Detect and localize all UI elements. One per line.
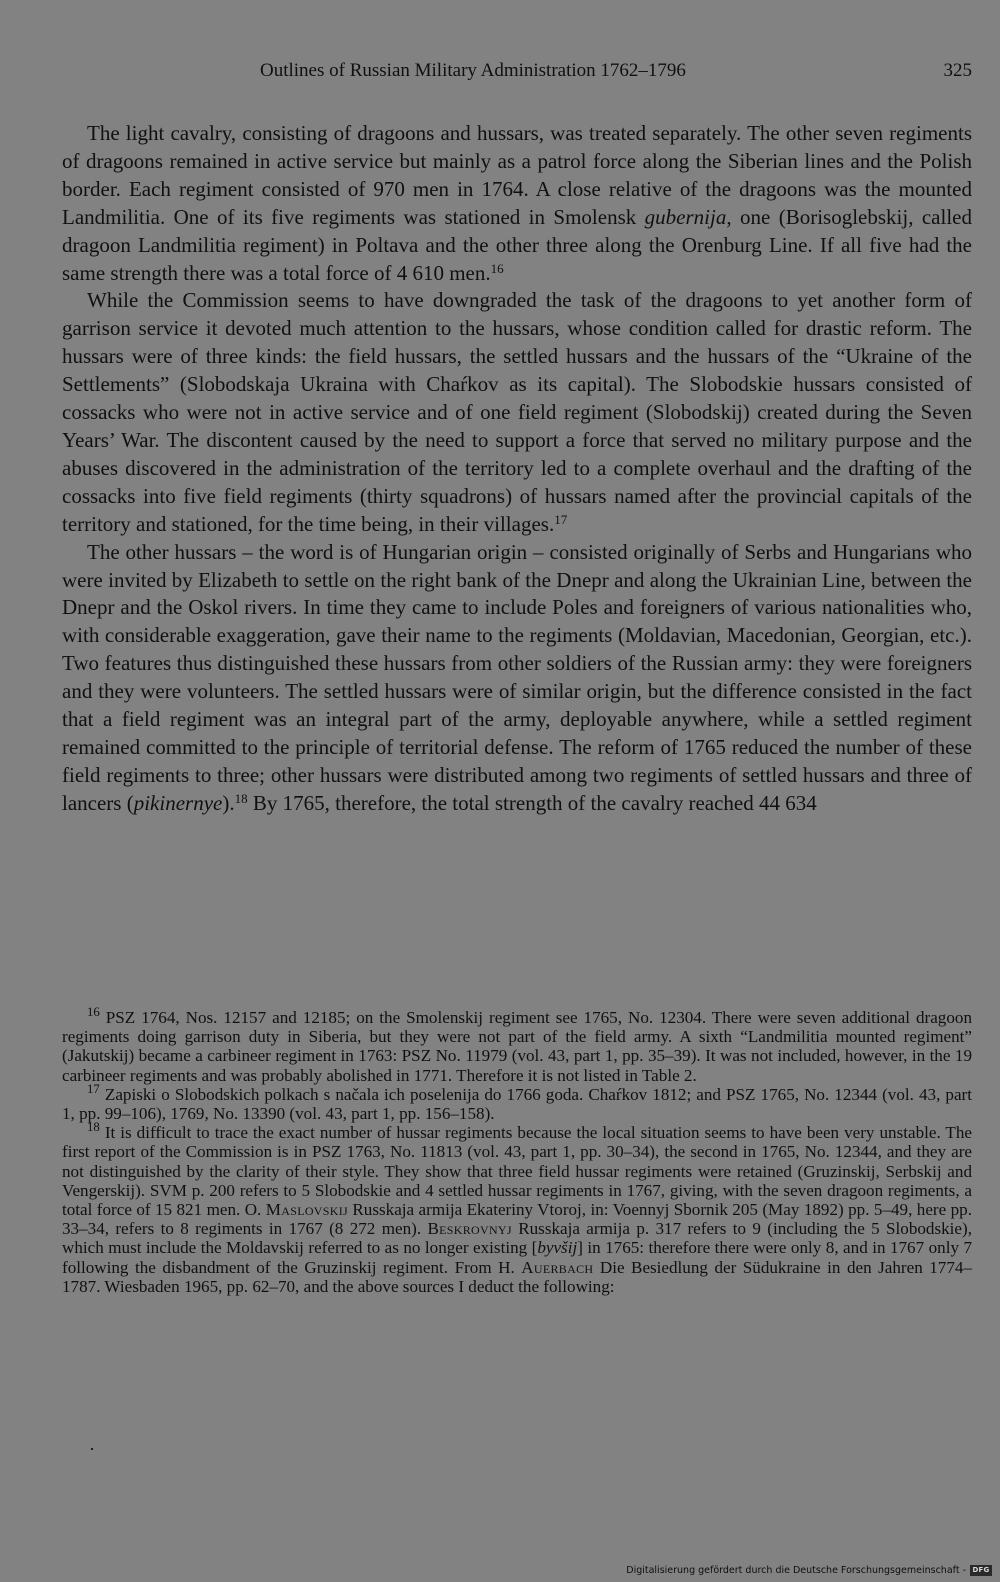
footnote-text: PSZ 1764, Nos. 12157 and 12185; on the Smolenskij regiment see 1765, No. 12304. There were seven additional dragoon regiments doing garrison duty in Siberia, but they were not part of the field army. A sixth “Landmilitia mounted regiment” (Jakutskij) became a carbineer regiment in 1763: PSZ No. 11979 (vol. 43, part 1, pp. 35–39). It was not included, however, in the 19 carbineer regiments and was probably abolished in 1771. Therefore it is not listed in Table 2. xyxy=(62,1008,972,1085)
paragraph-text: By 1765, therefore, the total strength of the cavalry reached 44 634 xyxy=(247,790,817,815)
footnote-text: Russkaja armija p. 317 refers to 9 (including the 5 Slobodskie), which must include the Moldavskij referred to as no longer existing [ xyxy=(62,1219,972,1258)
footnote-text: Die Besiedlung der Südukraine in den Jahren 1774–1787. Wiesbaden 1965, pp. 62–70, and the above sources I deduct the following: xyxy=(62,1257,972,1296)
author-name: Beskrovnyj xyxy=(427,1219,512,1239)
footnote-text: Zapiski o Slobodskich polkach s načala ich poselenija do 1766 goda. Chaŕkov 1812; and PSZ 1765, No. 12344 (vol. 43, part 1, pp. 99–106), 1769, No. 13390 (vol. 43, part 1, pp. 156–158). xyxy=(62,1084,972,1124)
italic-term: gubernija xyxy=(644,204,727,229)
author-name: Maslovskij xyxy=(265,1200,348,1220)
page-number: 325 xyxy=(943,60,972,81)
footnote-number: 18 xyxy=(87,1120,100,1135)
footnote-text: It is difficult to trace the exact number of hussar regiments because the local situation seems to have been very unstable. The first report of the Commission is in PSZ 1763, No. 11813 (vol. 43, part 1, pp. 30–34), the second in 1765, No. 12344, and they are not distinguished by the clarity of their style. They show that three field hussar regiments were retained (Gruzinskij, Serbskij and Vengerskij). SVM p. 200 refers to 5 Slobodskie and 4 settled hussar regiments in 1767, giving, with the seven dragoon regiments, a total force of 15 821 men. O. xyxy=(62,1123,972,1220)
footnote-ref-18[interactable]: 18 xyxy=(234,790,248,806)
paragraph-text: The other hussars – the word is of Hungarian origin – consisted originally of Serbs and Hungarians who were invited by Elizabeth to settle on the right bank of the Dnepr and along the Ukrainian Line, between the Dnepr and the Oskol rivers. In time they came to include Poles and foreigners of various nationalities who, with considerable exaggeration, gave their name to the regiments (Moldavian, Macedonian, Georgian, etc.). Two features thus distinguished these hussars from other soldiers of the Russian army: they were foreigners and they were volunteers. The settled hussars were of similar origin, but the difference consisted in the fact that a field regiment was an integral part of the army, deployable anywhere, while a settled regiment remained committed to the principle of territorial defense. The reform of 1765 reduced the number of these field regiments to three; other hussars were distributed among two regiments of settled hussars and three of lancers ( xyxy=(62,539,972,815)
footnote-text: ] in 1765: therefore there were only 8, and in 1767 only 7 following the disbandment of the Gruzinskij regiment. From H. xyxy=(62,1238,972,1277)
running-head: Outlines of Russian Military Administration 1762–1796 xyxy=(260,60,686,81)
paragraph-text: , one (Borisoglebskij, called dragoon Landmilitia regiment) in Poltava and the other three along the Orenburg Line. If all five had the same strength there was a total force of 4 610 men. xyxy=(62,204,972,285)
paragraph-text: While the Commission seems to have downgraded the task of the dragoons to yet another form of garrison service it devoted much attention to the hussars, whose condition called for drastic reform. The hussars were of three kinds: the field hussars, the settled hussars and the hussars of the “Ukraine of the Settlements” (Slobodskaja Ukraina with Chaŕkov as its capital). The Slobodskie hussars consisted of cossacks who were not in active service and of one field regiment (Slobodskij) created during the Seven Years’ War. The discontent caused by the need to support a force that served no military purpose and the abuses discovered in the administration of the territory led to a complete overhaul and the drafting of the cossacks into five field regiments (thirty squadrons) of hussars named after the provincial capitals of the territory and stationed, for the time being, in their villages. xyxy=(62,288,972,536)
main-text xyxy=(62,120,972,818)
page-header xyxy=(62,60,972,90)
footnote-ref-16[interactable]: 16 xyxy=(490,260,504,276)
footnote-18 xyxy=(62,1120,972,1296)
italic-term: byvšij xyxy=(537,1238,578,1258)
banner-text: Digitalisierung gefördert durch die Deutsche Forschungsgemeinschaft - xyxy=(626,1565,966,1576)
italic-term: pikinernye xyxy=(133,790,223,815)
footnote-17 xyxy=(62,1081,972,1124)
author-name: Auerbach xyxy=(521,1257,594,1277)
footnote-16 xyxy=(62,1004,972,1085)
paragraph-light-cavalry xyxy=(62,120,972,287)
paragraph-text: ). xyxy=(222,790,235,815)
dfg-logo-icon: DFG xyxy=(970,1565,992,1576)
footnote-ref-17[interactable]: 17 xyxy=(554,511,568,527)
footnotes xyxy=(62,1004,972,1296)
paragraph-text: The light cavalry, consisting of dragoons and hussars, was treated separately. The other seven regiments of dragoons remained in active service but mainly as a patrol force along the Siberian lines and the Polish border. Each regiment consisted of 970 men in 1764. A close relative of the dragoons was the mounted Landmilitia. One of its five regiments was stationed in Smolensk xyxy=(62,121,972,229)
stray-dot-mark xyxy=(91,1448,93,1450)
digitization-banner xyxy=(626,1565,992,1576)
footnote-number: 16 xyxy=(87,1004,100,1019)
footnote-text: Russkaja armija Ekateriny Vtoroj, in: Voennyj Sbornik 205 (May 1892) pp. 5–49, here pp. 33–34, refers to 8 regiments in 1767 (8 272 men). xyxy=(62,1200,972,1239)
paragraph-other-hussars xyxy=(62,539,972,818)
paragraph-hussars xyxy=(62,287,972,538)
footnote-number: 17 xyxy=(87,1081,100,1096)
